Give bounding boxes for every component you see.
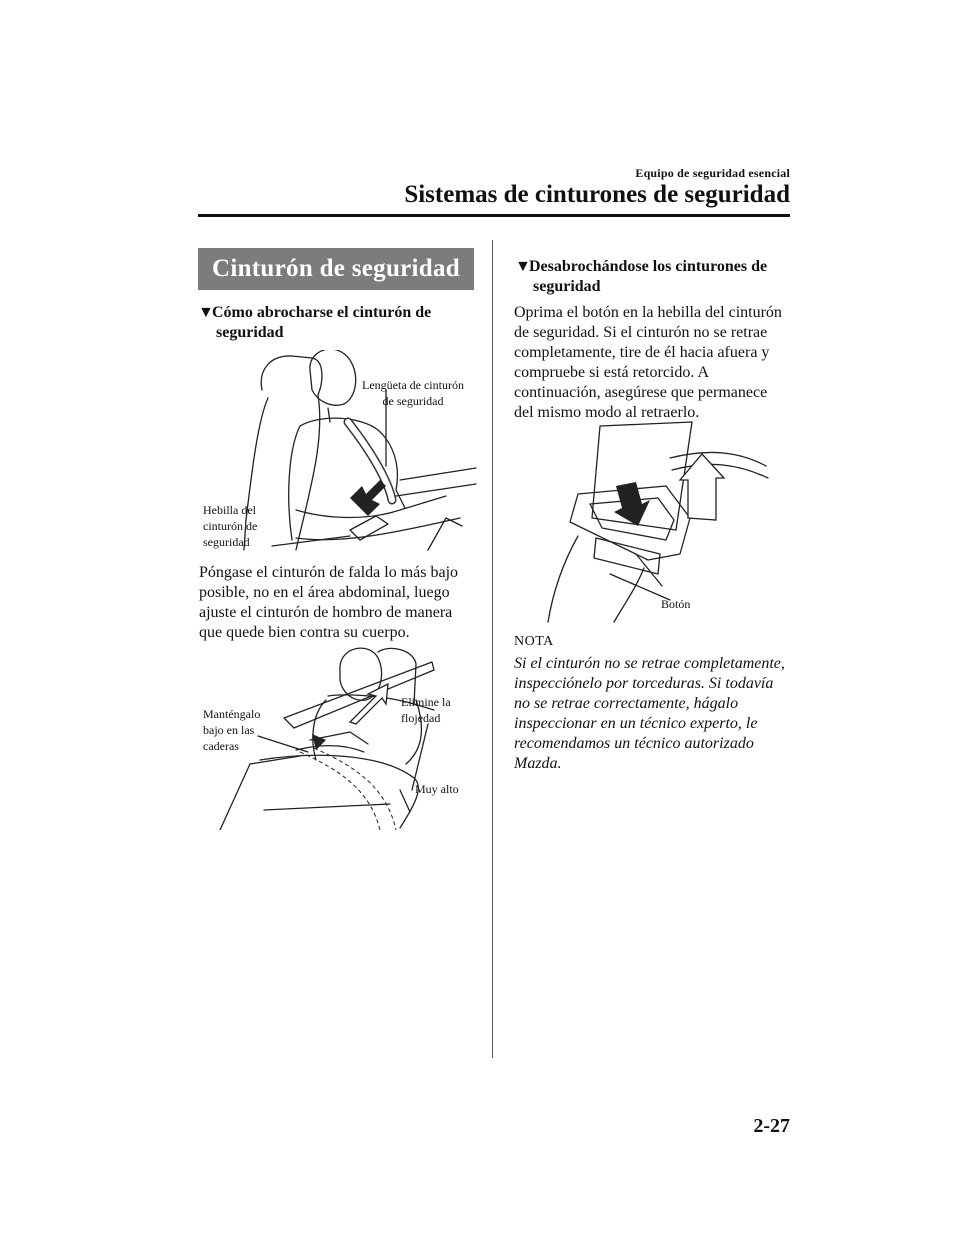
buckle-release-illustration (540, 418, 775, 623)
running-header-section: Equipo de seguridad esencial (635, 166, 790, 180)
triangle-down-icon: ▼ (515, 258, 531, 275)
header-rule (198, 214, 790, 217)
subheading-unfasten: ▼Desabrochándose los cinturones de seguridad (515, 258, 768, 295)
column-divider (492, 240, 493, 1058)
press-arrow-icon (614, 482, 650, 526)
note-heading: NOTA (514, 634, 554, 649)
page-number: 2-27 (753, 1115, 790, 1137)
unfasten-paragraph: Oprima el botón en la hebilla del cinturón de seguridad. Si el cinturón no se retrae completamente, tire de él hacia afuera y compruebe si está retorcido. A continuación, asegúrese que permanece del mismo modo al retraerlo. (514, 304, 782, 421)
label-keep-low: Manténgalo bajo en las caderas (203, 707, 261, 753)
arrow-icon (350, 480, 386, 516)
arrow-up-icon (350, 684, 388, 724)
note-body: Si el cinturón no se retrae completamente, inspecciónelo por torceduras. Si todavía no se retrae correctamente, hágalo inspeccionar en un técnico experto, le recomendamos un técnico autorizado Mazda. (514, 655, 785, 772)
label-remove-slack: Elimine la flojedad (401, 695, 451, 725)
pull-up-arrow-icon (680, 454, 724, 520)
label-buckle: Hebilla del cinturón de seguridad (203, 503, 258, 549)
fasten-paragraph: Póngase el cinturón de falda lo más bajo posible, no en el área abdominal, luego ajuste el cinturón de hombro de manera que quede bien contra su cuerpo. (199, 564, 459, 641)
label-too-high: Muy alto (415, 782, 459, 796)
label-belt-tongue: Lengüeta de cinturón de seguridad (362, 378, 464, 408)
triangle-down-icon: ▼ (198, 304, 214, 321)
arrow-icon (312, 734, 326, 750)
subheading-fasten: ▼Cómo abrocharse el cinturón de seguridad (198, 304, 432, 341)
label-button: Botón (661, 597, 691, 611)
section-banner: Cinturón de seguridad (198, 248, 474, 290)
page-title: Sistemas de cinturones de seguridad (404, 181, 790, 208)
